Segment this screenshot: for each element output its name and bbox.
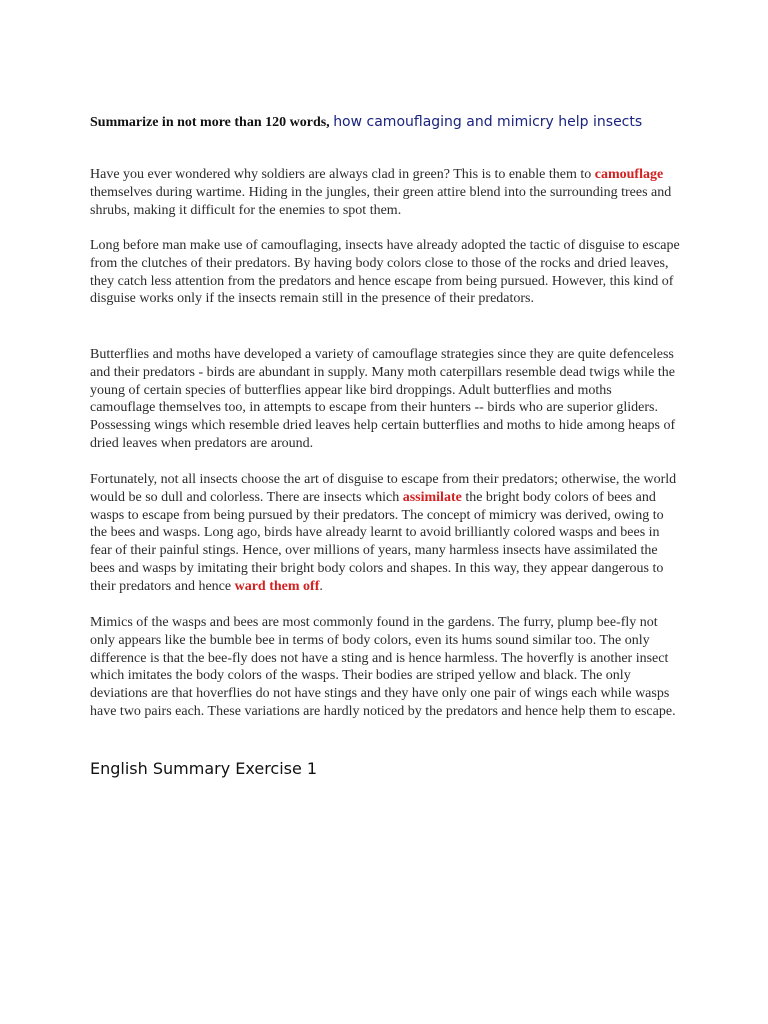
prompt-lead: Summarize in not more than 120 words, — [90, 115, 330, 130]
paragraph-mimicry — [90, 471, 680, 596]
highlight-ward-them-off: ward them off — [234, 578, 320, 594]
paragraph-wasp-mimics: Mimics of the wasps and bees are most commonly found in the gardens. The furry, plump bee-fly not only appears like the bumble bee in terms of body colors, even its hums sound similar too. The only difference is that the bee-fly does not have a sting and is hence harmless. The hoverfly is another insect which imitates the body colors of the wasps. Their bodies are striped yellow and black. The only deviations are that hoverflies do not have stings and they have only one pair of wings each while wasps have two pairs each. These variations are hardly noticed by the predators and hence help them to escape. — [90, 615, 676, 719]
highlight-assimilate: assimilate — [402, 489, 462, 505]
paragraph-text: Have you ever wondered why soldiers are always clad in green? This is to enable them to — [90, 167, 595, 182]
paragraph-text: Fortunately, not all insects choose the art of disguise to escape from their predators; otherwise, the world would be so dull and colorless. There are insects which — [90, 472, 677, 505]
paragraph-text: the bright body colors of bees and wasps to escape from being pursued by their predators. The concept of mimicry was derived, owing to the bees and wasps. Long ago, birds have already learnt to avoid brilliantly colored wasps and bees in fear of their painful stings. Hence, over millions of years, many harmless insects have assimilated the bees and wasps by imitating their bright body colors and shapes. In this way, they appear dangerous to their predators and hence — [90, 489, 664, 594]
paragraph-insects-disguise: Long before man make use of camouflaging, insects have already adopted the tactic of disguise to escape from the clutches of their predators. By having body colors close to those of the rocks and dried leaves, they catch less attention from the predators and hence escape from being pursued. However, this kind of disguise works only if the insects remain still in the presence of their predators. — [90, 238, 680, 307]
summary-prompt — [90, 112, 690, 133]
paragraph-butterflies-moths: Butterflies and moths have developed a variety of camouflage strategies since they are quite defenceless and their predators - birds are abundant in supply. Many moth caterpillars resemble dead twigs while the young of certain species of butterflies appear like bird droppings. Adult butterflies and moths camouflage themselves too, in attempts to escape from their hunters -- birds who are superior gliders. Possessing wings which resemble dried leaves help certain butterflies and moths to hide among heaps of dried leaves when predators are around. — [90, 347, 676, 451]
paragraph-text: themselves during wartime. Hiding in the jungles, their green attire blend into the surrounding trees and shrubs, making it difficult for the enemies to spot them. — [90, 184, 672, 218]
highlight-camouflage: camouflage — [594, 167, 664, 182]
prompt-topic: how camouflaging and mimicry help insects — [333, 114, 643, 130]
paragraph-soldiers — [90, 166, 680, 219]
paragraph-text: . — [319, 578, 323, 594]
document-title: English Summary Exercise 1 — [90, 759, 318, 778]
